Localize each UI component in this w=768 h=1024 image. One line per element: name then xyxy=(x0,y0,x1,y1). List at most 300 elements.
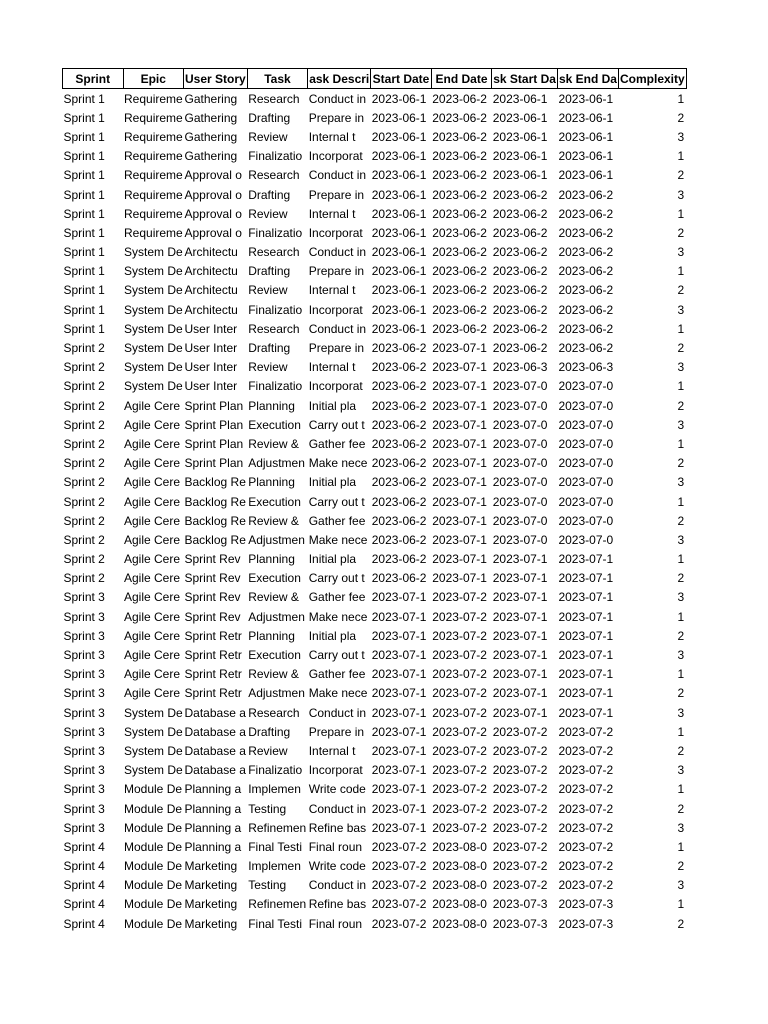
task-cell[interactable]: Testing xyxy=(248,801,287,816)
task-end-date-cell[interactable]: 2023-07-0 xyxy=(558,532,614,547)
start-date-cell[interactable]: 2023-06-2 xyxy=(371,398,427,413)
user-story-cell[interactable]: Sprint Rev xyxy=(184,590,241,605)
complexity-cell[interactable]: 1 xyxy=(677,379,685,394)
user-story-cell[interactable]: Database a xyxy=(184,724,246,739)
start-date-cell[interactable]: 2023-06-1 xyxy=(371,302,427,317)
start-date-cell[interactable]: 2023-06-1 xyxy=(371,283,427,298)
user-story-cell[interactable]: Marketing xyxy=(184,878,238,893)
user-story-cell[interactable]: Architectu xyxy=(184,302,238,317)
end-date-cell[interactable]: 2023-07-2 xyxy=(432,743,487,758)
task-start-date-cell[interactable]: 2023-07-0 xyxy=(492,379,548,394)
epic-cell[interactable]: Module De xyxy=(124,820,183,835)
user-story-cell[interactable]: Approval o xyxy=(184,168,242,183)
sprint-cell[interactable]: Sprint 1 xyxy=(63,321,105,336)
task-end-date-cell[interactable]: 2023-06-2 xyxy=(558,206,614,221)
task-end-date-cell[interactable]: 2023-07-0 xyxy=(558,417,614,432)
task-end-date-cell[interactable]: 2023-07-1 xyxy=(558,686,614,701)
task-end-date-cell[interactable]: 2023-06-2 xyxy=(558,341,614,356)
end-date-cell[interactable]: 2023-07-2 xyxy=(432,763,487,778)
epic-cell[interactable]: Agile Cere xyxy=(124,667,181,682)
end-date-cell[interactable]: 2023-06-2 xyxy=(432,245,487,260)
task-description-cell[interactable]: Make nece xyxy=(308,609,368,624)
end-date-cell[interactable]: 2023-07-1 xyxy=(432,532,487,547)
task-cell[interactable]: Adjustmen xyxy=(248,456,305,471)
epic-cell[interactable]: Requireme xyxy=(124,225,183,240)
sprint-cell[interactable]: Sprint 2 xyxy=(63,571,105,586)
complexity-cell[interactable]: 1 xyxy=(677,494,685,509)
task-description-cell[interactable]: Gather fee xyxy=(308,436,366,451)
epic-cell[interactable]: Agile Cere xyxy=(124,648,181,663)
start-date-cell[interactable]: 2023-07-1 xyxy=(371,705,427,720)
user-story-cell[interactable]: User Inter xyxy=(184,321,238,336)
sprint-cell[interactable]: Sprint 3 xyxy=(63,686,105,701)
task-description-cell[interactable]: Refine bas xyxy=(308,820,367,835)
epic-cell[interactable]: Module De xyxy=(124,782,183,797)
task-cell[interactable]: Review & xyxy=(248,667,299,682)
task-cell[interactable]: Research xyxy=(248,91,300,106)
complexity-cell[interactable]: 1 xyxy=(677,149,685,164)
task-start-date-cell[interactable]: 2023-06-1 xyxy=(492,149,548,164)
task-description-cell[interactable]: Conduct in xyxy=(308,321,367,336)
end-date-cell[interactable]: 2023-07-1 xyxy=(432,417,487,432)
user-story-cell[interactable]: Approval o xyxy=(184,225,242,240)
sprint-cell[interactable]: Sprint 3 xyxy=(63,705,105,720)
complexity-cell[interactable]: 1 xyxy=(677,839,685,854)
header-sprint[interactable]: Sprint xyxy=(63,69,124,89)
end-date-cell[interactable]: 2023-07-1 xyxy=(432,456,487,471)
task-cell[interactable]: Adjustmen xyxy=(248,686,305,701)
task-start-date-cell[interactable]: 2023-07-0 xyxy=(492,436,548,451)
epic-cell[interactable]: Agile Cere xyxy=(124,686,181,701)
task-start-date-cell[interactable]: 2023-07-1 xyxy=(492,552,548,567)
task-end-date-cell[interactable]: 2023-06-2 xyxy=(558,283,614,298)
user-story-cell[interactable]: Sprint Rev xyxy=(184,571,241,586)
start-date-cell[interactable]: 2023-06-1 xyxy=(371,168,427,183)
task-end-date-cell[interactable]: 2023-07-0 xyxy=(558,379,614,394)
task-end-date-cell[interactable]: 2023-07-2 xyxy=(558,782,614,797)
start-date-cell[interactable]: 2023-07-1 xyxy=(371,667,427,682)
task-end-date-cell[interactable]: 2023-07-1 xyxy=(558,609,614,624)
start-date-cell[interactable]: 2023-07-1 xyxy=(371,648,427,663)
task-description-cell[interactable]: Write code xyxy=(308,859,366,874)
start-date-cell[interactable]: 2023-06-2 xyxy=(371,532,427,547)
sprint-cell[interactable]: Sprint 3 xyxy=(63,782,105,797)
sprint-cell[interactable]: Sprint 2 xyxy=(63,398,105,413)
start-date-cell[interactable]: 2023-07-2 xyxy=(371,897,427,912)
user-story-cell[interactable]: Sprint Plan xyxy=(184,436,244,451)
user-story-cell[interactable]: Sprint Plan xyxy=(184,398,244,413)
task-start-date-cell[interactable]: 2023-07-0 xyxy=(492,475,548,490)
task-end-date-cell[interactable]: 2023-06-2 xyxy=(558,321,614,336)
start-date-cell[interactable]: 2023-06-1 xyxy=(371,129,427,144)
end-date-cell[interactable]: 2023-07-2 xyxy=(432,609,487,624)
task-end-date-cell[interactable]: 2023-06-1 xyxy=(558,129,614,144)
task-description-cell[interactable]: Conduct in xyxy=(308,801,367,816)
task-cell[interactable]: Review & xyxy=(248,436,299,451)
header-user-story[interactable]: User Story xyxy=(184,69,248,89)
task-start-date-cell[interactable]: 2023-07-2 xyxy=(492,820,548,835)
task-start-date-cell[interactable]: 2023-06-1 xyxy=(492,129,548,144)
header-complexity[interactable]: Complexity xyxy=(618,69,686,89)
epic-cell[interactable]: Requireme xyxy=(124,91,183,106)
start-date-cell[interactable]: 2023-06-1 xyxy=(371,110,427,125)
user-story-cell[interactable]: Planning a xyxy=(184,820,242,835)
complexity-cell[interactable]: 3 xyxy=(677,302,685,317)
sprint-cell[interactable]: Sprint 3 xyxy=(63,820,105,835)
user-story-cell[interactable]: Sprint Retr xyxy=(184,667,242,682)
sprint-cell[interactable]: Sprint 2 xyxy=(63,552,105,567)
task-description-cell[interactable]: Internal t xyxy=(308,283,356,298)
task-cell[interactable]: Adjustmen xyxy=(248,609,305,624)
task-start-date-cell[interactable]: 2023-07-2 xyxy=(492,782,548,797)
sprint-cell[interactable]: Sprint 1 xyxy=(63,245,105,260)
start-date-cell[interactable]: 2023-06-1 xyxy=(371,187,427,202)
start-date-cell[interactable]: 2023-06-1 xyxy=(371,149,427,164)
complexity-cell[interactable]: 2 xyxy=(677,225,685,240)
task-cell[interactable]: Testing xyxy=(248,878,287,893)
end-date-cell[interactable]: 2023-06-2 xyxy=(432,129,487,144)
end-date-cell[interactable]: 2023-08-0 xyxy=(432,897,487,912)
sprint-cell[interactable]: Sprint 1 xyxy=(63,110,105,125)
task-description-cell[interactable]: Initial pla xyxy=(308,475,357,490)
task-end-date-cell[interactable]: 2023-07-0 xyxy=(558,475,614,490)
epic-cell[interactable]: Agile Cere xyxy=(124,417,181,432)
user-story-cell[interactable]: User Inter xyxy=(184,360,238,375)
start-date-cell[interactable]: 2023-06-1 xyxy=(371,91,427,106)
task-end-date-cell[interactable]: 2023-07-1 xyxy=(558,628,614,643)
complexity-cell[interactable]: 1 xyxy=(677,897,685,912)
task-description-cell[interactable]: Carry out t xyxy=(308,571,365,586)
epic-cell[interactable]: Agile Cere xyxy=(124,532,181,547)
user-story-cell[interactable]: Sprint Plan xyxy=(184,417,244,432)
task-start-date-cell[interactable]: 2023-07-1 xyxy=(492,686,548,701)
sprint-cell[interactable]: Sprint 3 xyxy=(63,628,105,643)
epic-cell[interactable]: Agile Cere xyxy=(124,513,181,528)
header-task-description[interactable]: ask Descri xyxy=(308,69,371,89)
sprint-cell[interactable]: Sprint 1 xyxy=(63,283,105,298)
end-date-cell[interactable]: 2023-07-2 xyxy=(432,648,487,663)
task-description-cell[interactable]: Prepare in xyxy=(308,264,365,279)
task-end-date-cell[interactable]: 2023-07-3 xyxy=(558,916,614,931)
task-description-cell[interactable]: Initial pla xyxy=(308,552,357,567)
sprint-cell[interactable]: Sprint 3 xyxy=(63,743,105,758)
epic-cell[interactable]: Module De xyxy=(124,897,183,912)
task-start-date-cell[interactable]: 2023-06-1 xyxy=(492,110,548,125)
sprint-cell[interactable]: Sprint 1 xyxy=(63,264,105,279)
complexity-cell[interactable]: 1 xyxy=(677,436,685,451)
task-description-cell[interactable]: Conduct in xyxy=(308,245,367,260)
task-description-cell[interactable]: Initial pla xyxy=(308,398,357,413)
task-start-date-cell[interactable]: 2023-07-1 xyxy=(492,609,548,624)
task-start-date-cell[interactable]: 2023-07-2 xyxy=(492,801,548,816)
sprint-cell[interactable]: Sprint 1 xyxy=(63,302,105,317)
task-description-cell[interactable]: Internal t xyxy=(308,129,356,144)
user-story-cell[interactable]: Database a xyxy=(184,705,246,720)
task-start-date-cell[interactable]: 2023-07-1 xyxy=(492,571,548,586)
user-story-cell[interactable]: Backlog Re xyxy=(184,532,246,547)
user-story-cell[interactable]: Gathering xyxy=(184,149,238,164)
end-date-cell[interactable]: 2023-08-0 xyxy=(432,916,487,931)
start-date-cell[interactable]: 2023-07-1 xyxy=(371,743,427,758)
sprint-cell[interactable]: Sprint 4 xyxy=(63,916,105,931)
task-description-cell[interactable]: Prepare in xyxy=(308,110,365,125)
task-cell[interactable]: Finalizatio xyxy=(248,379,303,394)
task-description-cell[interactable]: Conduct in xyxy=(308,705,367,720)
task-cell[interactable]: Final Testi xyxy=(248,916,303,931)
epic-cell[interactable]: System De xyxy=(124,283,183,298)
sprint-cell[interactable]: Sprint 3 xyxy=(63,590,105,605)
header-end-date[interactable]: End Date xyxy=(431,69,492,89)
complexity-cell[interactable]: 3 xyxy=(677,360,685,375)
task-end-date-cell[interactable]: 2023-07-2 xyxy=(558,801,614,816)
task-start-date-cell[interactable]: 2023-07-3 xyxy=(492,916,548,931)
task-start-date-cell[interactable]: 2023-06-2 xyxy=(492,206,548,221)
complexity-cell[interactable]: 2 xyxy=(677,916,685,931)
task-end-date-cell[interactable]: 2023-07-1 xyxy=(558,571,614,586)
task-cell[interactable]: Drafting xyxy=(248,187,291,202)
user-story-cell[interactable]: Sprint Plan xyxy=(184,456,244,471)
user-story-cell[interactable]: Architectu xyxy=(184,245,238,260)
task-description-cell[interactable]: Make nece xyxy=(308,532,368,547)
epic-cell[interactable]: Agile Cere xyxy=(124,609,181,624)
task-cell[interactable]: Review xyxy=(248,206,288,221)
end-date-cell[interactable]: 2023-07-2 xyxy=(432,686,487,701)
task-start-date-cell[interactable]: 2023-07-1 xyxy=(492,705,548,720)
epic-cell[interactable]: System De xyxy=(124,743,183,758)
end-date-cell[interactable]: 2023-07-1 xyxy=(432,398,487,413)
header-task-start-date[interactable]: sk Start Da xyxy=(492,69,558,89)
task-start-date-cell[interactable]: 2023-07-0 xyxy=(492,513,548,528)
user-story-cell[interactable]: Approval o xyxy=(184,206,242,221)
sprint-cell[interactable]: Sprint 4 xyxy=(63,897,105,912)
user-story-cell[interactable]: Gathering xyxy=(184,129,238,144)
task-description-cell[interactable]: Incorporat xyxy=(308,302,363,317)
sprint-cell[interactable]: Sprint 2 xyxy=(63,379,105,394)
end-date-cell[interactable]: 2023-07-1 xyxy=(432,513,487,528)
user-story-cell[interactable]: Architectu xyxy=(184,283,238,298)
end-date-cell[interactable]: 2023-06-2 xyxy=(432,225,487,240)
task-cell[interactable]: Planning xyxy=(248,628,295,643)
epic-cell[interactable]: Requireme xyxy=(124,149,183,164)
task-description-cell[interactable]: Carry out t xyxy=(308,417,365,432)
sprint-cell[interactable]: Sprint 1 xyxy=(63,91,105,106)
task-cell[interactable]: Review xyxy=(248,360,288,375)
complexity-cell[interactable]: 3 xyxy=(677,878,685,893)
end-date-cell[interactable]: 2023-06-2 xyxy=(432,283,487,298)
task-start-date-cell[interactable]: 2023-06-2 xyxy=(492,264,548,279)
task-description-cell[interactable]: Make nece xyxy=(308,456,368,471)
start-date-cell[interactable]: 2023-07-1 xyxy=(371,628,427,643)
task-start-date-cell[interactable]: 2023-06-2 xyxy=(492,321,548,336)
task-cell[interactable]: Execution xyxy=(248,494,301,509)
start-date-cell[interactable]: 2023-06-2 xyxy=(371,494,427,509)
epic-cell[interactable]: Module De xyxy=(124,916,183,931)
end-date-cell[interactable]: 2023-06-2 xyxy=(432,321,487,336)
task-start-date-cell[interactable]: 2023-06-2 xyxy=(492,225,548,240)
epic-cell[interactable]: Agile Cere xyxy=(124,571,181,586)
sprint-cell[interactable]: Sprint 1 xyxy=(63,187,105,202)
complexity-cell[interactable]: 1 xyxy=(677,609,685,624)
complexity-cell[interactable]: 2 xyxy=(677,571,685,586)
sprint-cell[interactable]: Sprint 1 xyxy=(63,149,105,164)
start-date-cell[interactable]: 2023-06-2 xyxy=(371,341,427,356)
start-date-cell[interactable]: 2023-07-2 xyxy=(371,859,427,874)
task-description-cell[interactable]: Gather fee xyxy=(308,590,366,605)
sprint-cell[interactable]: Sprint 3 xyxy=(63,648,105,663)
user-story-cell[interactable]: Gathering xyxy=(184,110,238,125)
complexity-cell[interactable]: 1 xyxy=(677,782,685,797)
end-date-cell[interactable]: 2023-07-2 xyxy=(432,590,487,605)
complexity-cell[interactable]: 1 xyxy=(677,206,685,221)
task-start-date-cell[interactable]: 2023-07-0 xyxy=(492,456,548,471)
end-date-cell[interactable]: 2023-07-2 xyxy=(432,667,487,682)
end-date-cell[interactable]: 2023-08-0 xyxy=(432,859,487,874)
sprint-cell[interactable]: Sprint 4 xyxy=(63,839,105,854)
epic-cell[interactable]: System De xyxy=(124,302,183,317)
task-end-date-cell[interactable]: 2023-06-1 xyxy=(558,110,614,125)
start-date-cell[interactable]: 2023-06-2 xyxy=(371,360,427,375)
task-cell[interactable]: Drafting xyxy=(248,724,291,739)
epic-cell[interactable]: System De xyxy=(124,245,183,260)
complexity-cell[interactable]: 3 xyxy=(677,820,685,835)
task-start-date-cell[interactable]: 2023-07-0 xyxy=(492,494,548,509)
task-start-date-cell[interactable]: 2023-07-0 xyxy=(492,398,548,413)
sprint-cell[interactable]: Sprint 2 xyxy=(63,341,105,356)
start-date-cell[interactable]: 2023-06-2 xyxy=(371,456,427,471)
complexity-cell[interactable]: 2 xyxy=(677,168,685,183)
task-description-cell[interactable]: Carry out t xyxy=(308,648,365,663)
user-story-cell[interactable]: Approval o xyxy=(184,187,242,202)
complexity-cell[interactable]: 3 xyxy=(677,590,685,605)
sprint-cell[interactable]: Sprint 2 xyxy=(63,532,105,547)
start-date-cell[interactable]: 2023-07-1 xyxy=(371,590,427,605)
task-end-date-cell[interactable]: 2023-07-2 xyxy=(558,839,614,854)
header-start-date[interactable]: Start Date xyxy=(371,69,432,89)
task-cell[interactable]: Review & xyxy=(248,590,299,605)
task-end-date-cell[interactable]: 2023-07-2 xyxy=(558,763,614,778)
task-start-date-cell[interactable]: 2023-07-2 xyxy=(492,724,548,739)
sprint-cell[interactable]: Sprint 3 xyxy=(63,801,105,816)
sprint-cell[interactable]: Sprint 2 xyxy=(63,475,105,490)
epic-cell[interactable]: Requireme xyxy=(124,206,183,221)
epic-cell[interactable]: System De xyxy=(124,264,183,279)
complexity-cell[interactable]: 3 xyxy=(677,417,685,432)
task-cell[interactable]: Finalizatio xyxy=(248,149,303,164)
complexity-cell[interactable]: 1 xyxy=(677,321,685,336)
task-cell[interactable]: Review xyxy=(248,283,288,298)
task-description-cell[interactable]: Conduct in xyxy=(308,91,367,106)
task-description-cell[interactable]: Refine bas xyxy=(308,897,367,912)
task-start-date-cell[interactable]: 2023-07-2 xyxy=(492,839,548,854)
epic-cell[interactable]: System De xyxy=(124,763,183,778)
task-cell[interactable]: Final Testi xyxy=(248,839,303,854)
end-date-cell[interactable]: 2023-07-1 xyxy=(432,475,487,490)
epic-cell[interactable]: System De xyxy=(124,705,183,720)
epic-cell[interactable]: System De xyxy=(124,360,183,375)
sprint-cell[interactable]: Sprint 2 xyxy=(63,360,105,375)
complexity-cell[interactable]: 2 xyxy=(677,341,685,356)
end-date-cell[interactable]: 2023-06-2 xyxy=(432,264,487,279)
task-cell[interactable]: Research xyxy=(248,245,300,260)
task-description-cell[interactable]: Make nece xyxy=(308,686,368,701)
start-date-cell[interactable]: 2023-07-2 xyxy=(371,916,427,931)
start-date-cell[interactable]: 2023-07-1 xyxy=(371,782,427,797)
complexity-cell[interactable]: 1 xyxy=(677,667,685,682)
task-cell[interactable]: Implemen xyxy=(248,859,301,874)
task-cell[interactable]: Drafting xyxy=(248,341,291,356)
task-cell[interactable]: Review & xyxy=(248,513,299,528)
task-description-cell[interactable]: Initial pla xyxy=(308,628,357,643)
user-story-cell[interactable]: Sprint Rev xyxy=(184,552,241,567)
task-description-cell[interactable]: Internal t xyxy=(308,743,356,758)
task-end-date-cell[interactable]: 2023-06-2 xyxy=(558,225,614,240)
task-end-date-cell[interactable]: 2023-06-2 xyxy=(558,302,614,317)
epic-cell[interactable]: Requireme xyxy=(124,129,183,144)
task-start-date-cell[interactable]: 2023-07-1 xyxy=(492,648,548,663)
start-date-cell[interactable]: 2023-07-2 xyxy=(371,878,427,893)
user-story-cell[interactable]: Marketing xyxy=(184,897,238,912)
task-cell[interactable]: Review xyxy=(248,129,288,144)
epic-cell[interactable]: Requireme xyxy=(124,110,183,125)
header-epic[interactable]: Epic xyxy=(123,69,184,89)
user-story-cell[interactable]: Marketing xyxy=(184,916,238,931)
task-description-cell[interactable]: Final roun xyxy=(308,916,363,931)
start-date-cell[interactable]: 2023-06-2 xyxy=(371,436,427,451)
epic-cell[interactable]: Agile Cere xyxy=(124,628,181,643)
end-date-cell[interactable]: 2023-06-2 xyxy=(432,187,487,202)
complexity-cell[interactable]: 2 xyxy=(677,398,685,413)
task-start-date-cell[interactable]: 2023-07-0 xyxy=(492,532,548,547)
user-story-cell[interactable]: Gathering xyxy=(184,91,238,106)
sprint-cell[interactable]: Sprint 3 xyxy=(63,763,105,778)
user-story-cell[interactable]: Sprint Retr xyxy=(184,686,242,701)
task-description-cell[interactable]: Carry out t xyxy=(308,494,365,509)
task-end-date-cell[interactable]: 2023-07-2 xyxy=(558,820,614,835)
task-cell[interactable]: Finalizatio xyxy=(248,225,303,240)
user-story-cell[interactable]: Planning a xyxy=(184,801,242,816)
task-description-cell[interactable]: Prepare in xyxy=(308,724,365,739)
epic-cell[interactable]: Agile Cere xyxy=(124,590,181,605)
user-story-cell[interactable]: Sprint Retr xyxy=(184,628,242,643)
task-end-date-cell[interactable]: 2023-07-1 xyxy=(558,705,614,720)
sprint-cell[interactable]: Sprint 2 xyxy=(63,417,105,432)
task-start-date-cell[interactable]: 2023-07-0 xyxy=(492,417,548,432)
epic-cell[interactable]: Agile Cere xyxy=(124,398,181,413)
task-end-date-cell[interactable]: 2023-06-2 xyxy=(558,264,614,279)
header-task-end-date[interactable]: sk End Da xyxy=(557,69,618,89)
epic-cell[interactable]: Module De xyxy=(124,878,183,893)
start-date-cell[interactable]: 2023-07-1 xyxy=(371,801,427,816)
task-start-date-cell[interactable]: 2023-06-2 xyxy=(492,283,548,298)
task-end-date-cell[interactable]: 2023-07-1 xyxy=(558,590,614,605)
task-start-date-cell[interactable]: 2023-06-2 xyxy=(492,341,548,356)
complexity-cell[interactable]: 1 xyxy=(677,724,685,739)
header-task[interactable]: Task xyxy=(247,69,308,89)
task-cell[interactable]: Refinemen xyxy=(248,897,307,912)
task-description-cell[interactable]: Conduct in xyxy=(308,168,367,183)
complexity-cell[interactable]: 3 xyxy=(677,648,685,663)
epic-cell[interactable]: Requireme xyxy=(124,168,183,183)
task-start-date-cell[interactable]: 2023-07-1 xyxy=(492,628,548,643)
complexity-cell[interactable]: 1 xyxy=(677,91,685,106)
end-date-cell[interactable]: 2023-06-2 xyxy=(432,168,487,183)
task-end-date-cell[interactable]: 2023-06-2 xyxy=(558,187,614,202)
complexity-cell[interactable]: 2 xyxy=(677,859,685,874)
user-story-cell[interactable]: Planning a xyxy=(184,782,242,797)
user-story-cell[interactable]: Planning a xyxy=(184,839,242,854)
start-date-cell[interactable]: 2023-06-1 xyxy=(371,225,427,240)
task-start-date-cell[interactable]: 2023-06-3 xyxy=(492,360,548,375)
